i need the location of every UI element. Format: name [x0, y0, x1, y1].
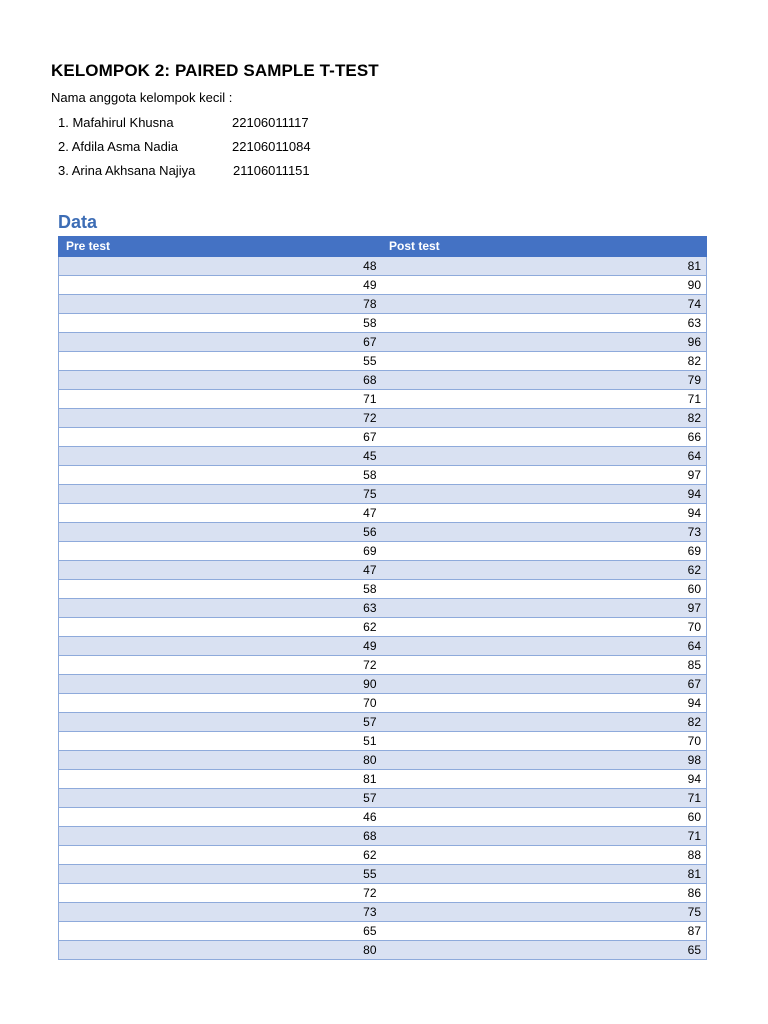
- member-id: 21106011151: [233, 163, 310, 178]
- table-row: [59, 257, 707, 276]
- post-test-cell: 97: [382, 466, 707, 485]
- post-test-cell: 79: [382, 371, 707, 390]
- pre-test-cell: 80: [59, 751, 382, 770]
- table-row: [59, 941, 707, 960]
- pre-test-cell: 72: [59, 409, 382, 428]
- table-row: [59, 352, 707, 371]
- post-test-cell: 98: [382, 751, 707, 770]
- pre-test-cell: 56: [59, 523, 382, 542]
- post-test-cell: 94: [382, 694, 707, 713]
- pre-test-cell: 70: [59, 694, 382, 713]
- pre-test-cell: 67: [59, 428, 382, 447]
- table-header-row: [59, 237, 707, 257]
- table-row: [59, 694, 707, 713]
- pre-test-cell: 71: [59, 390, 382, 409]
- pre-test-cell: 69: [59, 542, 382, 561]
- pre-test-cell: 73: [59, 903, 382, 922]
- post-test-cell: 60: [382, 580, 707, 599]
- pre-test-cell: 46: [59, 808, 382, 827]
- column-header-post-test: Post test: [382, 237, 707, 257]
- pre-test-cell: 57: [59, 789, 382, 808]
- member-row: [58, 115, 378, 133]
- post-test-cell: 64: [382, 447, 707, 466]
- pre-test-cell: 55: [59, 865, 382, 884]
- data-table: [58, 236, 707, 960]
- post-test-cell: 71: [382, 827, 707, 846]
- pre-test-cell: 90: [59, 675, 382, 694]
- pre-test-cell: 62: [59, 846, 382, 865]
- members-intro: Nama anggota kelompok kecil :: [51, 90, 233, 105]
- post-test-cell: 71: [382, 390, 707, 409]
- pre-test-cell: 55: [59, 352, 382, 371]
- pre-test-cell: 48: [59, 257, 382, 276]
- post-test-cell: 82: [382, 713, 707, 732]
- post-test-cell: 73: [382, 523, 707, 542]
- table-row: [59, 466, 707, 485]
- post-test-cell: 90: [382, 276, 707, 295]
- table-row: [59, 732, 707, 751]
- table-row: [59, 504, 707, 523]
- table-row: [59, 922, 707, 941]
- pre-test-cell: 72: [59, 656, 382, 675]
- pre-test-cell: 45: [59, 447, 382, 466]
- data-section-heading: Data: [58, 212, 98, 232]
- member-row: [58, 163, 378, 181]
- table-row: [59, 884, 707, 903]
- member-name: 2. Afdila Asma Nadia: [58, 139, 178, 154]
- post-test-cell: 70: [382, 618, 707, 637]
- member-name: 3. Arina Akhsana Najiya: [58, 163, 196, 178]
- post-test-cell: 87: [382, 922, 707, 941]
- pre-test-cell: 51: [59, 732, 382, 751]
- pre-test-cell: 58: [59, 314, 382, 333]
- post-test-cell: 65: [382, 941, 707, 960]
- table-row: [59, 447, 707, 466]
- table-row: [59, 599, 707, 618]
- post-test-cell: 63: [382, 314, 707, 333]
- table-row: [59, 789, 707, 808]
- table-row: [59, 656, 707, 675]
- table-row: [59, 903, 707, 922]
- pre-test-cell: 80: [59, 941, 382, 960]
- table-row: [59, 371, 707, 390]
- table-body: [59, 257, 707, 960]
- table-row: [59, 485, 707, 504]
- table-row: [59, 713, 707, 732]
- table-row: [59, 675, 707, 694]
- pre-test-cell: 78: [59, 295, 382, 314]
- table-row: [59, 542, 707, 561]
- post-test-cell: 94: [382, 504, 707, 523]
- post-test-cell: 94: [382, 770, 707, 789]
- pre-test-cell: 47: [59, 561, 382, 580]
- pre-test-cell: 49: [59, 276, 382, 295]
- table-row: [59, 523, 707, 542]
- table-row: [59, 770, 707, 789]
- table-row: [59, 865, 707, 884]
- post-test-cell: 86: [382, 884, 707, 903]
- pre-test-cell: 75: [59, 485, 382, 504]
- table-row: [59, 827, 707, 846]
- table-row: [59, 808, 707, 827]
- post-test-cell: 82: [382, 409, 707, 428]
- pre-test-cell: 68: [59, 371, 382, 390]
- post-test-cell: 71: [382, 789, 707, 808]
- post-test-cell: 94: [382, 485, 707, 504]
- pre-test-cell: 68: [59, 827, 382, 846]
- post-test-cell: 64: [382, 637, 707, 656]
- table-row: [59, 276, 707, 295]
- table-row: [59, 333, 707, 352]
- pre-test-cell: 58: [59, 580, 382, 599]
- post-test-cell: 88: [382, 846, 707, 865]
- member-id: 22106011084: [232, 139, 311, 154]
- document-title: KELOMPOK 2: PAIRED SAMPLE T-TEST: [51, 61, 379, 80]
- pre-test-cell: 63: [59, 599, 382, 618]
- post-test-cell: 81: [382, 865, 707, 884]
- post-test-cell: 67: [382, 675, 707, 694]
- post-test-cell: 96: [382, 333, 707, 352]
- pre-test-cell: 67: [59, 333, 382, 352]
- post-test-cell: 62: [382, 561, 707, 580]
- table-row: [59, 751, 707, 770]
- post-test-cell: 60: [382, 808, 707, 827]
- member-name: 1. Mafahirul Khusna: [58, 115, 174, 130]
- pre-test-cell: 72: [59, 884, 382, 903]
- table-row: [59, 618, 707, 637]
- column-header-pre-test: Pre test: [59, 237, 382, 257]
- member-row: [58, 139, 378, 157]
- post-test-cell: 75: [382, 903, 707, 922]
- post-test-cell: 81: [382, 257, 707, 276]
- pre-test-cell: 49: [59, 637, 382, 656]
- table-row: [59, 409, 707, 428]
- table-row: [59, 428, 707, 447]
- post-test-cell: 66: [382, 428, 707, 447]
- pre-test-cell: 62: [59, 618, 382, 637]
- post-test-cell: 70: [382, 732, 707, 751]
- member-id: 22106011117: [232, 115, 309, 130]
- table-row: [59, 390, 707, 409]
- post-test-cell: 82: [382, 352, 707, 371]
- pre-test-cell: 57: [59, 713, 382, 732]
- post-test-cell: 69: [382, 542, 707, 561]
- pre-test-cell: 47: [59, 504, 382, 523]
- post-test-cell: 74: [382, 295, 707, 314]
- pre-test-cell: 58: [59, 466, 382, 485]
- pre-test-cell: 81: [59, 770, 382, 789]
- table-row: [59, 846, 707, 865]
- table-row: [59, 295, 707, 314]
- table-row: [59, 637, 707, 656]
- table-row: [59, 580, 707, 599]
- post-test-cell: 97: [382, 599, 707, 618]
- table-row: [59, 314, 707, 333]
- table-row: [59, 561, 707, 580]
- post-test-cell: 85: [382, 656, 707, 675]
- pre-test-cell: 65: [59, 922, 382, 941]
